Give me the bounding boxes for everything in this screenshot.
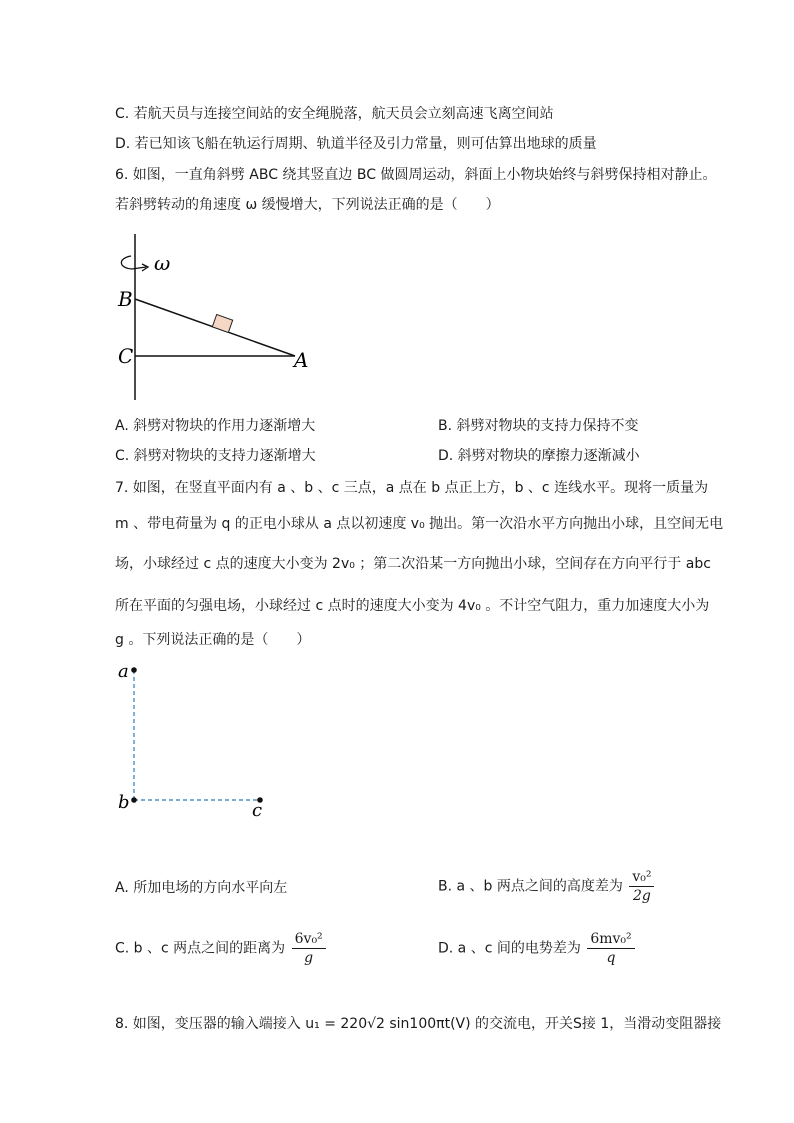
point-b [131,797,137,803]
q7-option-c [115,930,326,967]
q7-stem-line4: 所在平面的匀强电场，小球经过 c 点时的速度大小变为 4v₀ 。不计空气阻力，重力加速度大小为 [115,598,710,614]
fig-label-A: A [294,348,309,372]
fraction-denominator: q [606,950,616,966]
q5-option-d: D. 若已知该飞船在轨运行周期、轨道半径及引力常量，则可估算出地球的质量 [115,136,597,152]
q7-stem-line3: 场，小球经过 c 点的速度大小变为 2v₀ ；第二次沿某一方向抛出小球，空间存在方向平行于 abc [115,556,711,572]
q5-option-c: C. 若航天员与连接空间站的安全绳脱落，航天员会立刻高速飞离空间站 [115,106,554,122]
q7-stem-line2: m 、带电荷量为 q 的正电小球从 a 点以初速度 v₀ 抛出。第一次沿水平方向抛出小球，且空间无电 [115,516,724,532]
q8-stem-line1: 8. 如图，变压器的输入端接入 u₁ = 220√2 sin100πt(V) 的交流电，开关S接 1，当滑动变阻器接 [115,1016,722,1032]
fraction-denominator: 2g [632,888,651,904]
fig-label-C: C [118,344,134,368]
fraction-numerator: 6mv₀² [587,930,634,949]
fig-label-c: c [252,800,263,821]
q7-stem-line1: 7. 如图，在竖直平面内有 a 、b 、c 三点，a 点在 b 点正上方，b 、c 连线水平。现将一质量为 [115,480,709,496]
fraction-numerator: 6v₀² [292,930,326,949]
fig-label-a: a [118,661,129,682]
q7-option-a: A. 所加电场的方向水平向左 [115,880,288,896]
q7-figure-points [110,658,280,823]
q7-option-c-text: C. b 、c 两点之间的距离为 [115,940,286,957]
q7-stem-line5: g 。下列说法正确的是（ ） [115,632,311,648]
fraction-numerator: v₀² [629,868,654,887]
rotation-arrow-icon [121,256,146,269]
q6-figure-wedge [110,228,320,406]
fig-label-omega: ω [154,251,171,275]
q7-option-b-text: B. a 、b 两点之间的高度差为 [438,878,623,895]
q6-option-b: B. 斜劈对物块的支持力保持不变 [438,418,639,434]
fraction-denominator: g [304,950,314,966]
point-a [131,667,137,673]
q6-option-d: D. 斜劈对物块的摩擦力逐渐减小 [438,448,640,464]
q7-option-d [438,930,635,967]
q7-option-c-fraction [292,930,326,967]
q6-stem-line1: 6. 如图，一直角斜劈 ABC 绕其竖直边 BC 做圆周运动，斜面上小物块始终与斜劈保持相对静止。 [115,167,717,183]
q6-stem-line2: 若斜劈转动的角速度 ω 缓慢增大，下列说法正确的是（ ） [115,197,500,213]
q6-option-a: A. 斜劈对物块的作用力逐渐增大 [115,418,316,434]
q7-option-d-fraction [587,930,634,967]
fig-label-b: b [118,792,130,813]
q7-option-b-fraction [629,868,654,905]
q6-option-c: C. 斜劈对物块的支持力逐渐增大 [115,448,316,464]
q7-option-d-text: D. a 、c 间的电势差为 [438,940,581,957]
small-block [212,315,232,333]
fig-label-B: B [118,287,133,311]
q7-option-b [438,868,654,905]
